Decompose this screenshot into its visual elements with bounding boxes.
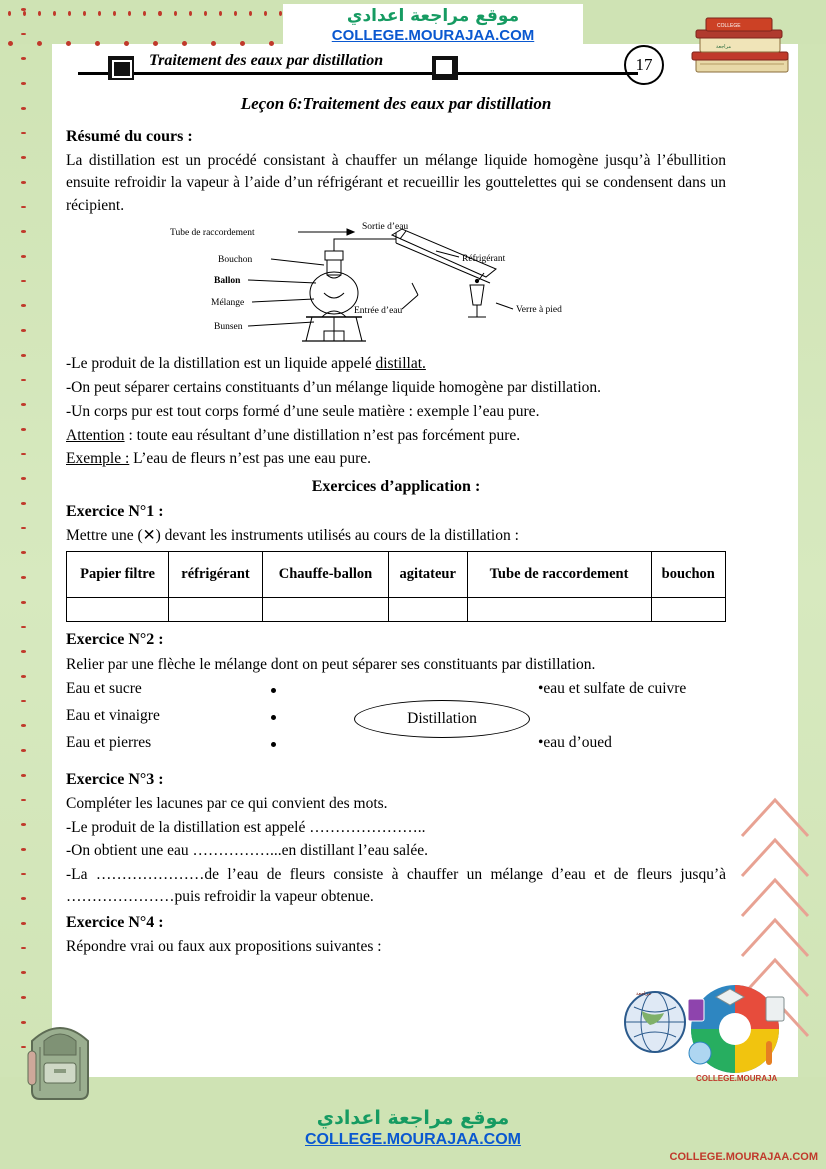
- header-square-left-icon: [108, 56, 134, 80]
- summary-paragraph: La distillation est un procédé consistant à chauffer un mélange liquide homogène jusqu’à l’ébullition ensuite refroidir la vapeur à l’aide d’un réfrigérant et recueillir les gouttelettes qui se condensent dans un récipient.: [66, 151, 726, 214]
- matching-left-item: Eau et pierres: [66, 734, 152, 752]
- exemple-line: [66, 448, 726, 470]
- cd-label: COLLEGE.MOURAJA: [696, 1074, 778, 1083]
- bottom-watermark: [253, 1107, 573, 1149]
- svg-text:مراجعة: مراجعة: [636, 991, 652, 997]
- exercise1-instruction: Mettre une (✕) devant les instruments utilisés au cours de la distillation :: [66, 526, 519, 544]
- bullet-1-text: -Le produit de la distillation est un liquide appelé: [66, 355, 376, 373]
- exercise4-title: Exercice N°4 :: [66, 913, 164, 931]
- exercise3-line-1: -Le produit de la distillation est appelé …………………..: [66, 818, 426, 836]
- page-number-badge: 17: [624, 45, 664, 85]
- matching-left-column: [66, 678, 296, 759]
- bullet-3: -Un corps pur est tout corps formé d’une seule matière : exemple l’eau pure.: [66, 403, 540, 421]
- summary-heading: Résumé du cours :: [66, 127, 193, 145]
- figure-label-melange: Mélange: [211, 298, 245, 309]
- school-supplies-circle-icon: [670, 971, 800, 1091]
- books-illustration-icon: [682, 12, 802, 84]
- matching-left-item: Eau et sucre: [66, 680, 142, 698]
- exercise3-line-3: -La …………………de l’eau de fleurs consiste à chauffer un mélange d’eau et de fleurs jusqu’à …………………puis refroidir la vapeur obtenue.: [66, 865, 726, 906]
- instruments-table: [66, 551, 726, 622]
- header-title: Traitement des eaux par distillation: [145, 52, 387, 70]
- matching-right-spacer: [538, 705, 686, 732]
- exercise4-instruction: Répondre vrai ou faux aux propositions suivantes :: [66, 937, 382, 955]
- svg-text:COLLEGE: COLLEGE: [717, 23, 741, 29]
- matching-center-node[interactable]: Distillation: [354, 700, 530, 738]
- table-header-cell: bouchon: [651, 552, 726, 598]
- table-header-cell: Chauffe-ballon: [263, 552, 389, 598]
- table-row: [67, 598, 726, 622]
- exercise3-line-2: -On obtient une eau ……………...en distillant l’eau salée.: [66, 842, 429, 860]
- exercise2-title: Exercice N°2 :: [66, 631, 164, 649]
- figure-label-verre: Verre à pied: [516, 305, 562, 316]
- table-header-cell: Papier filtre: [67, 552, 169, 598]
- exercise3-title: Exercice N°3 :: [66, 771, 164, 789]
- decorative-dots-left: [18, 8, 28, 1048]
- attention-text: : toute eau résultant d’une distillation n’est pas forcément pure.: [124, 426, 521, 444]
- figure-label-entree: Entrée d’eau: [354, 306, 403, 317]
- exercise3-instruction: Compléter les lacunes par ce qui convient des mots.: [66, 795, 388, 813]
- table-answer-cell[interactable]: [651, 598, 726, 622]
- table-header-cell: réfrigérant: [169, 552, 263, 598]
- table-header-cell: Tube de raccordement: [467, 552, 651, 598]
- figure-label-tube: Tube de raccordement: [170, 228, 255, 239]
- attention-line: [66, 425, 726, 447]
- table-answer-cell[interactable]: [263, 598, 389, 622]
- figure-label-refrigerant: Réfrigérant: [462, 254, 506, 265]
- table-answer-cell[interactable]: [388, 598, 467, 622]
- exercise2-instruction: Relier par une flèche le mélange dont on peut séparer ses constituants par distillation.: [66, 655, 596, 673]
- backpack-illustration-icon: [10, 1007, 110, 1107]
- matching-right-item: •eau et sulfate de cuivre: [538, 680, 687, 698]
- matching-exercise: [66, 678, 726, 766]
- table-header-cell: agitateur: [388, 552, 467, 598]
- svg-text:مراجعة: مراجعة: [716, 44, 732, 50]
- figure-label-bunsen: Bunsen: [214, 322, 243, 333]
- figure-label-bouchon: Bouchon: [218, 255, 253, 266]
- table-answer-cell[interactable]: [467, 598, 651, 622]
- top-watermark-arabic: موقع مراجعة اعدادي: [346, 6, 520, 26]
- bottom-watermark-arabic: موقع مراجعة اعدادي: [316, 1107, 510, 1129]
- figure-label-sortie: Sortie d’eau: [362, 222, 409, 233]
- bullet-2: -On peut séparer certains constituants d’un mélange liquide homogène par distillation.: [66, 378, 602, 396]
- corner-watermark-url[interactable]: COLLEGE.MOURAJAA.COM: [669, 1151, 818, 1163]
- header-square-right-icon: [432, 56, 458, 80]
- distillat-word: distillat.: [375, 355, 426, 373]
- matching-right-item: •eau d’oued: [538, 734, 612, 752]
- top-watermark-url[interactable]: COLLEGE.MOURAJAA.COM: [331, 27, 535, 44]
- distillation-apparatus-figure: [66, 221, 726, 347]
- table-header-row: [67, 552, 726, 598]
- header-rule: [78, 72, 638, 75]
- bullet-1: [66, 353, 726, 375]
- exercise1-title: Exercice N°1 :: [66, 502, 164, 520]
- matching-left-item: Eau et vinaigre: [66, 707, 160, 725]
- bottom-watermark-url[interactable]: COLLEGE.MOURAJAA.COM: [305, 1131, 521, 1148]
- table-answer-cell[interactable]: [169, 598, 263, 622]
- exemple-label: Exemple :: [66, 450, 130, 468]
- exemple-text: L’eau de fleurs n’est pas une eau pure.: [129, 450, 372, 468]
- exercises-heading: Exercices d’application :: [311, 477, 481, 495]
- document-content: [66, 92, 726, 959]
- matching-right-column: [538, 678, 686, 759]
- table-answer-cell[interactable]: [67, 598, 169, 622]
- top-watermark: [283, 4, 583, 46]
- attention-label: Attention: [66, 426, 125, 444]
- lesson-title: Leçon 6:Traitement des eaux par distillation: [240, 94, 552, 113]
- figure-label-ballon: Ballon: [214, 276, 241, 287]
